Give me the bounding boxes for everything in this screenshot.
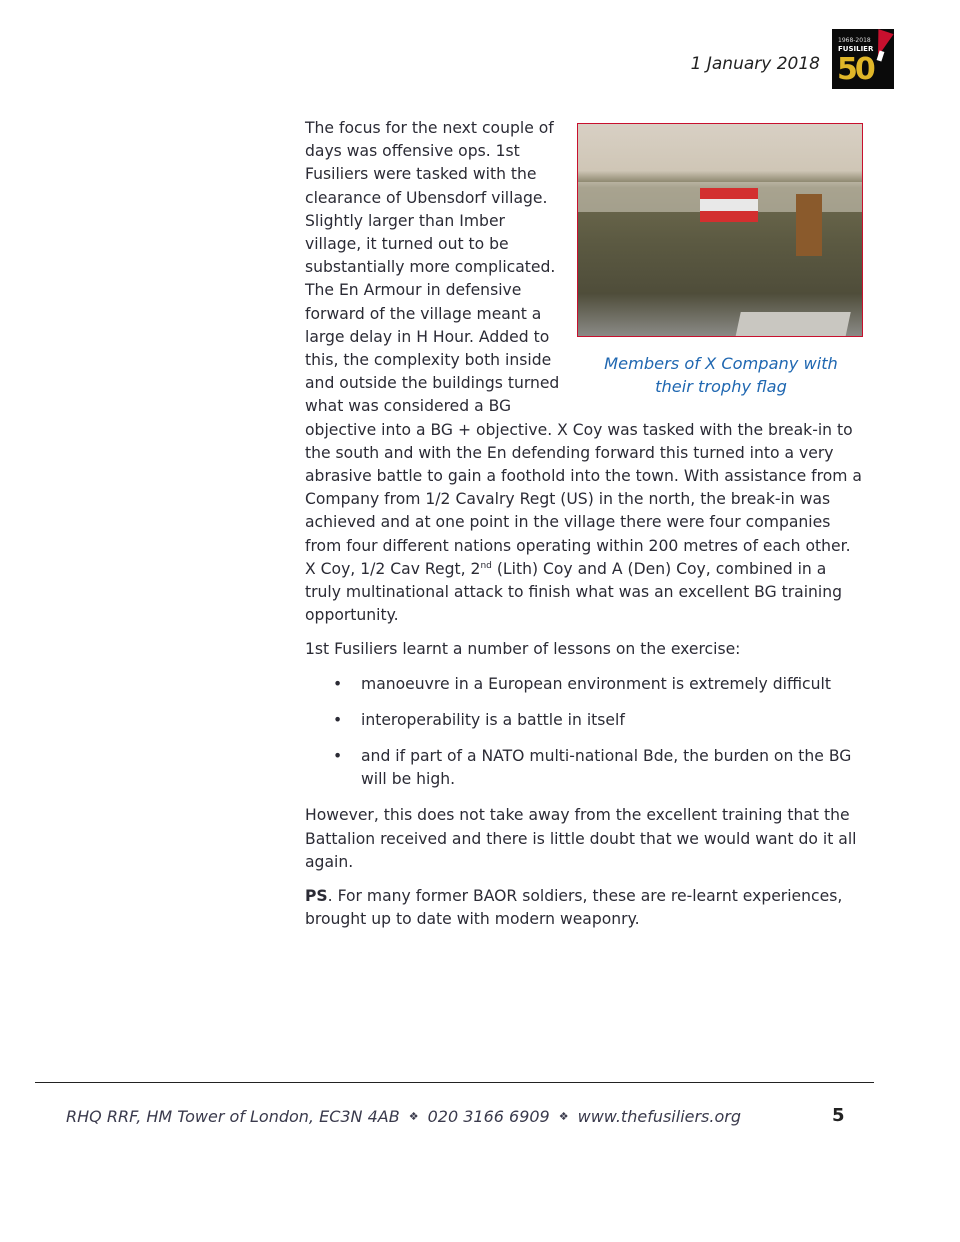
lesson-text: and if part of a NATO multi-national Bde, the burden on the BG will be high.	[361, 747, 852, 789]
photo-door	[796, 194, 822, 256]
diamond-separator-icon: ❖	[558, 1110, 569, 1123]
photo-flag-stripe-bottom	[700, 211, 758, 222]
bullet-icon: •	[333, 710, 343, 729]
photo-caption	[573, 352, 865, 398]
photo-figure	[573, 117, 865, 417]
paragraph-conclusion: However, this does not take away from the excellent training that the Battalion received and there is little doubt that we would want do it all again.	[305, 806, 857, 871]
bullet-icon: •	[333, 747, 343, 766]
footer-contact	[66, 1106, 741, 1128]
footer-website[interactable]: www.thefusiliers.org	[577, 1107, 741, 1126]
list-item	[305, 709, 865, 732]
footer-address: RHQ RRF, HM Tower of London, EC3N 4AB	[66, 1107, 400, 1126]
footer-phone: 020 3166 6909	[427, 1107, 550, 1126]
bullet-icon: •	[333, 674, 343, 693]
diamond-separator-icon: ❖	[408, 1110, 419, 1123]
list-item	[305, 673, 865, 696]
lesson-text: manoeuvre in a European environment is extremely difficult	[361, 674, 831, 693]
fusilier-50-logo-icon	[832, 29, 894, 89]
article-body	[305, 117, 865, 943]
caption-line-2: their trophy flag	[655, 377, 787, 396]
photo-flag-stripe-top	[700, 188, 758, 199]
page-number: 5	[832, 1105, 845, 1126]
ps-label: PS	[305, 887, 328, 906]
paragraph-ps	[305, 885, 865, 931]
ordinal-superscript: nd	[480, 560, 492, 571]
footer-divider	[35, 1082, 874, 1083]
lessons-intro: 1st Fusiliers learnt a number of lessons on the exercise:	[305, 640, 741, 659]
ps-text: . For many former BAOR soldiers, these are re-learnt experiences, brought up to date with modern weaponry.	[305, 887, 843, 929]
lessons-list	[305, 673, 865, 792]
list-item	[305, 745, 865, 791]
header-date: 1 January 2018	[690, 54, 820, 74]
group-photo	[577, 123, 863, 337]
lesson-text: interoperability is a battle in itself	[361, 710, 625, 729]
logo-number: 50	[837, 52, 873, 87]
paragraph-1-text: The focus for the next couple of days was offensive ops. 1st Fusiliers were tasked with the clearance of Ubensdorf village. Slightly larger than Imber village, it turned out to be substantially more complicated. The En Armour in defensive forward of the village meant a large delay in H Hour. Added to this, the complexity both inside and outside the buildings turned what was considered a BG objective into a BG + objective. X Coy was tasked with the break-in to the south and with the En defending forward this turned into a very abrasive battle to gain a foothold into the town. With assistance from a Company from 1/2 Cavalry Regt (US) in the north, the break-in was achieved and at one point in the village there were four companies from four different nations operating within 200 metres of each other. X Coy, 1/2 Cav Regt, 2	[305, 119, 862, 578]
caption-line-1: Members of X Company with	[604, 354, 838, 373]
paragraph-1-end: (Lith) Coy and A (Den) Coy, combined in a truly multinational attack to finish what was an excellent BG training opportunity.	[305, 559, 843, 625]
logo-years: 1968-2018	[838, 37, 871, 44]
photo-concrete-slab	[735, 312, 851, 337]
logo-word: FUSILIER	[838, 45, 874, 53]
